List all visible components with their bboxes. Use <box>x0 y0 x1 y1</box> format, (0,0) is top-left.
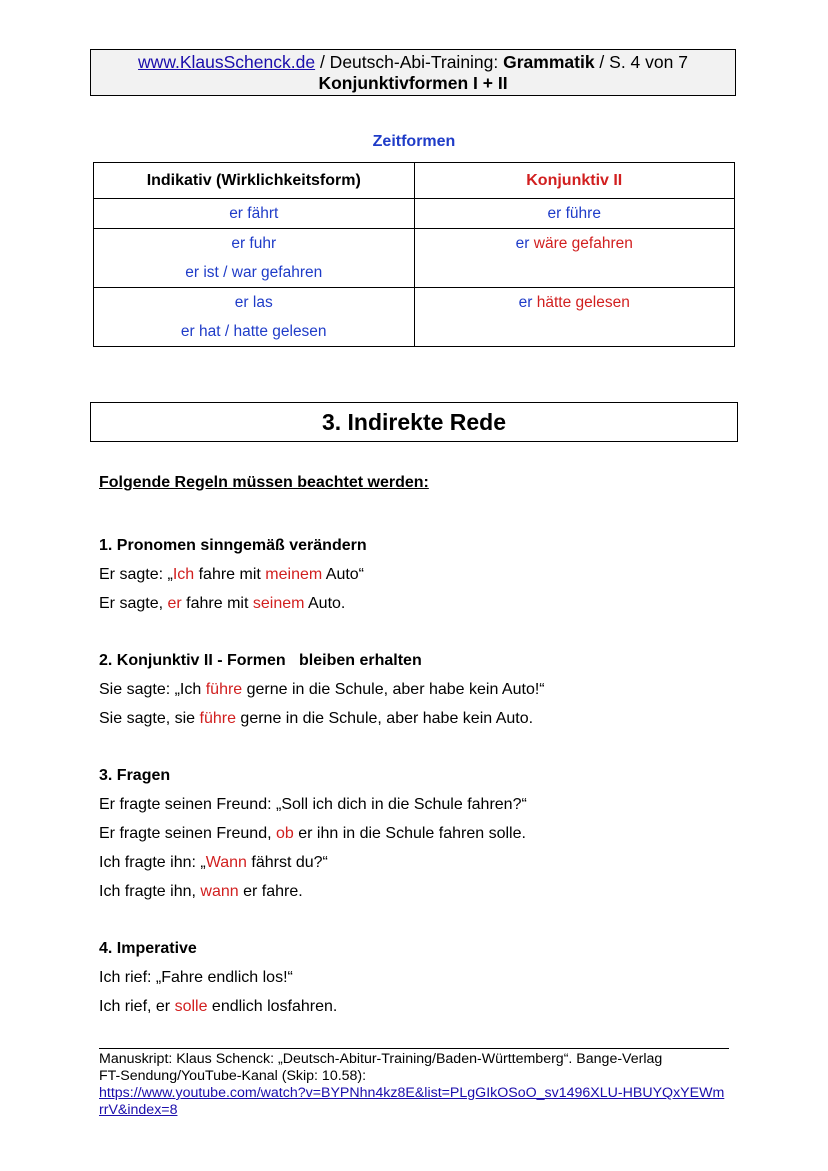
page-number: / S. 4 von 7 <box>594 52 688 72</box>
cell-prefix: er <box>547 205 566 222</box>
text: Sie sagte, sie <box>99 710 200 727</box>
cell-line <box>415 229 735 258</box>
rules-title: Folgende Regeln müssen beachtet werden: <box>99 474 429 491</box>
cell-red-text: führe <box>565 205 601 222</box>
cell-red-text: hätte gelesen <box>536 294 630 311</box>
table-row <box>94 288 735 347</box>
indikativ-cell <box>94 229 415 288</box>
highlight: solle <box>174 998 208 1015</box>
footnote-line: FT-Sendung/YouTube-Kanal (Skip: 10.58): <box>99 1068 367 1084</box>
cell-line: er hat / hatte gelesen <box>180 323 327 340</box>
indikativ-cell <box>94 199 415 229</box>
footnote <box>99 1048 729 1119</box>
text: Er sagte, <box>99 595 168 612</box>
text: Auto“ <box>322 566 365 583</box>
highlight: führe <box>205 681 243 698</box>
example-line <box>99 848 527 877</box>
example-line: Ich rief: „Fahre endlich los!“ <box>99 969 293 986</box>
cell-prefix: er <box>518 294 537 311</box>
example-line <box>99 992 337 1021</box>
text: gerne in die Schule, aber habe kein Auto. <box>235 710 534 727</box>
konjunktiv-cell <box>414 288 735 347</box>
text: Auto. <box>304 595 346 612</box>
text: er ihn in die Schule fahren solle. <box>293 825 526 842</box>
rule-1 <box>99 531 367 618</box>
highlight: seinem <box>252 595 305 612</box>
highlight: Ich <box>172 566 195 583</box>
highlight: Wann <box>205 854 247 871</box>
example-line <box>99 877 527 906</box>
rule-heading: 2. Konjunktiv II - Formen bleiben erhalten <box>99 652 422 669</box>
rule-3 <box>99 761 527 906</box>
text: Ich fragte ihn: „ <box>99 854 206 871</box>
highlight: ob <box>275 825 294 842</box>
text: Er sagte: „ <box>99 566 173 583</box>
cell-prefix: er <box>515 235 534 252</box>
header-subtitle: Konjunktivformen I + II <box>318 73 508 93</box>
text: Sie sagte: „Ich <box>99 681 206 698</box>
text: endlich losfahren. <box>207 998 338 1015</box>
table-header-row <box>94 163 735 199</box>
header-separator: / Deutsch-Abi-Training: <box>315 52 504 72</box>
zeitformen-title: Zeitformen <box>372 133 456 150</box>
text: Ich rief, er <box>99 998 175 1015</box>
highlight: führe <box>199 710 236 727</box>
example-line: Er fragte seinen Freund: „Soll ich dich in die Schule fahren?“ <box>99 796 527 813</box>
konjunktiv-cell <box>414 229 735 288</box>
site-link[interactable]: www.KlausSchenck.de <box>138 52 316 72</box>
highlight: wann <box>200 883 239 900</box>
table-row <box>94 229 735 288</box>
example-line <box>99 704 545 733</box>
page-header <box>90 49 736 96</box>
highlight: meinem <box>265 566 323 583</box>
col-konjunktiv2: Konjunktiv II <box>414 163 735 199</box>
indikativ-cell <box>94 288 415 347</box>
table-row <box>94 199 735 229</box>
text: fährst du?“ <box>246 854 328 871</box>
rule-heading: 4. Imperative <box>99 940 197 957</box>
cell-line: er fuhr <box>231 235 277 252</box>
cell-line: er fährt <box>229 205 279 222</box>
rule-heading: 3. Fragen <box>99 767 171 784</box>
cell-line <box>415 288 735 317</box>
example-line <box>99 560 367 589</box>
cell-line: er las <box>234 294 273 311</box>
cell-line: er ist / war gefahren <box>185 264 323 281</box>
youtube-link[interactable]: https://www.youtube.com/watch?v=BYPNhn4kz8E&list=PLgGIkOSoO_sv1496XLU-HBUYQxYEWmrrV&index=8 <box>99 1085 725 1118</box>
rule-2 <box>99 646 545 733</box>
highlight: er <box>167 595 182 612</box>
header-category: Grammatik <box>503 52 595 72</box>
konjunktiv-cell <box>414 199 735 229</box>
example-line <box>99 675 545 704</box>
cell-red-text: wäre gefahren <box>533 235 633 252</box>
header-line-1 <box>91 52 735 73</box>
footnote-line: Manuskript: Klaus Schenck: „Deutsch-Abitur-Training/Baden-Württemberg“. Bange-Verlag <box>99 1051 663 1067</box>
text: gerne in die Schule, aber habe kein Auto!“ <box>242 681 545 698</box>
example-line <box>99 589 367 618</box>
text: Er fragte seinen Freund, <box>99 825 276 842</box>
text: fahre mit <box>181 595 253 612</box>
chapter-title: 3. Indirekte Rede <box>90 402 738 442</box>
example-line <box>99 819 527 848</box>
text: fahre mit <box>194 566 266 583</box>
col-indikativ: Indikativ (Wirklichkeitsform) <box>94 163 415 199</box>
text: er fahre. <box>238 883 303 900</box>
text: Ich fragte ihn, <box>99 883 201 900</box>
cell-line <box>415 199 735 228</box>
zeitformen-table <box>93 162 735 347</box>
rule-heading: 1. Pronomen sinngemäß verändern <box>99 537 367 554</box>
rule-4 <box>99 934 337 1021</box>
